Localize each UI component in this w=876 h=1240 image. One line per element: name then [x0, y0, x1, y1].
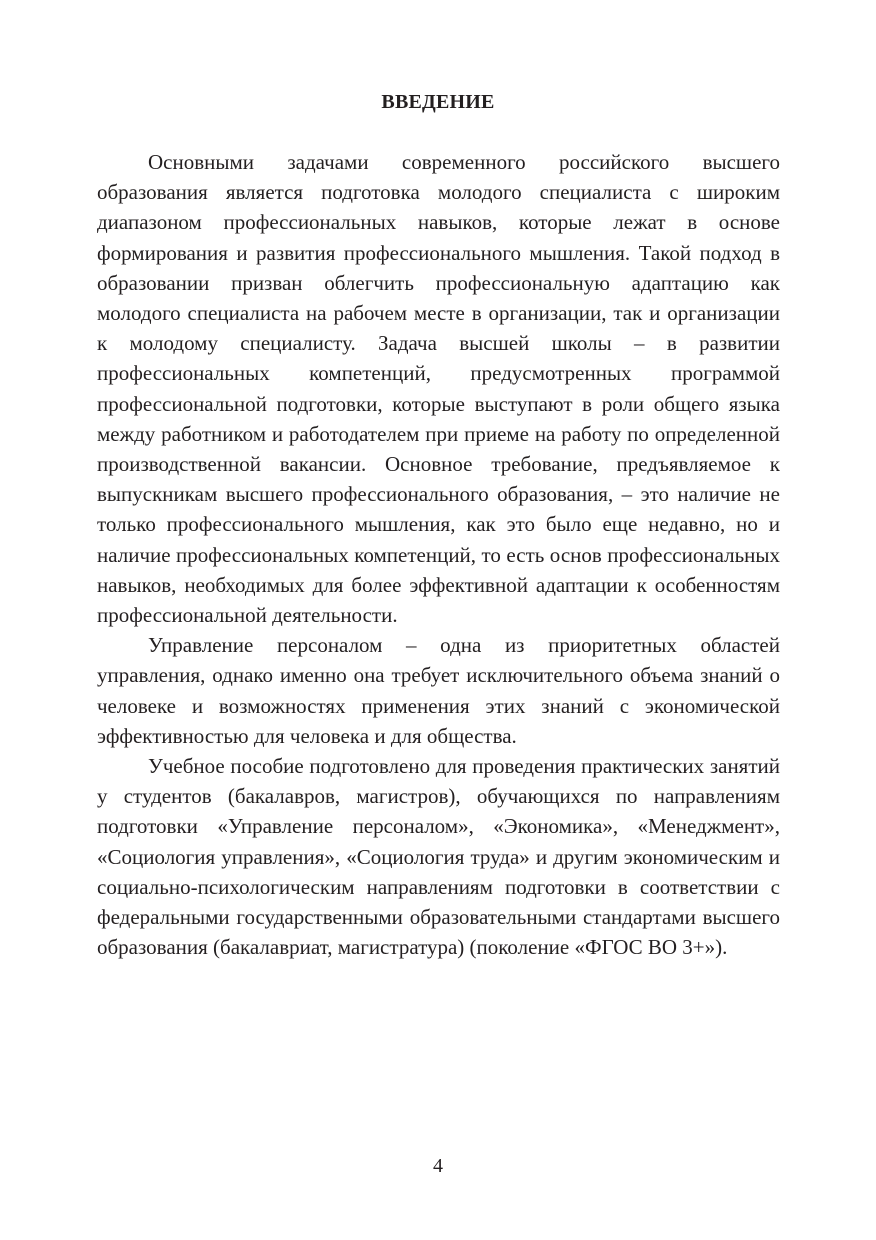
paragraph-1: Основными задачами современного российского высшего образования является подготовка молодого специалиста с широким диапазоном профессиональных навыков, которые лежат в основе формирования и развития профессионального мышления. Такой подход в образовании призван облегчить профессиональную адаптацию как молодого специалиста на рабочем месте в организации, так и организации к молодому специалисту. Задача высшей школы – в развитии профессиональных компетенций, предусмотренных программой профессиональной подготовки, которые выступают в роли общего языка между работником и работодателем при приеме на работу по определенной производственной вакансии. Основное требование, предъявляемое к выпускникам высшего профессионального образования, – это наличие не только профессионального мышления, как это было еще недавно, но и наличие профессиональных компетенций, то есть основ профессиональных навыков, необходимых для более эффективной адаптации к особенностям профессиональной деятельности. — [97, 150, 780, 628]
page-number: 4 — [433, 1155, 443, 1177]
paragraph-2: Управление персоналом – одна из приоритетных областей управления, однако именно она требует исключительного объема знаний о человеке и возможностях применения этих знаний с экономической эффективностью для человека и для общества. — [97, 633, 780, 748]
body-text — [97, 147, 780, 962]
paragraph-3: Учебное пособие подготовлено для проведения практических занятий у студентов (бакалавров, магистров), обучающихся по направлениям подготовки «Управление персоналом», «Экономика», «Менеджмент», «Социология управления», «Социология труда» и другим экономическим и социально-психологическим направлениям подготовки в соответствии с федеральными государственными образовательными стандартами высшего образования (бакалавриат, магистратура) (поколение «ФГОС ВО 3+»). — [97, 754, 780, 960]
page-title: ВВЕДЕНИЕ — [381, 91, 495, 113]
